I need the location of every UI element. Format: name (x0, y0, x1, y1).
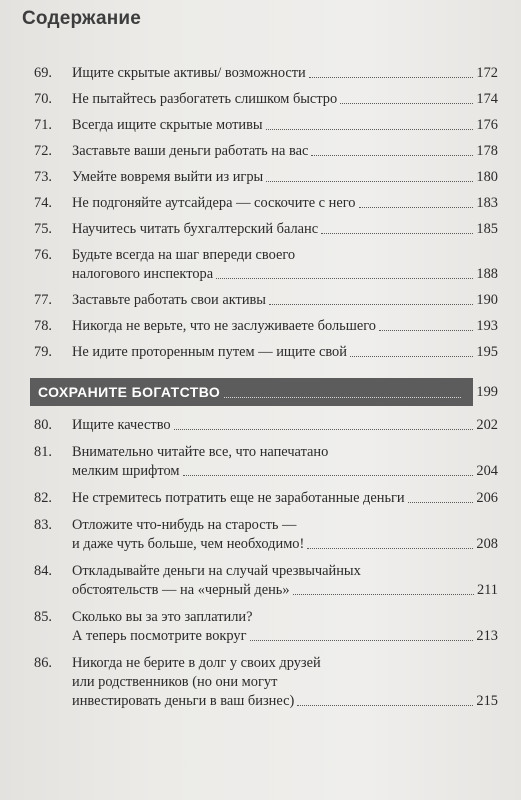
entry-title: Не идите проторенным путем — ищите свой (72, 344, 347, 360)
entry-last-line (72, 64, 498, 83)
entry-last-line (72, 220, 498, 239)
entry-title: Не стремитесь потратить еще не заработанные деньги (72, 490, 405, 506)
leader-dots (309, 77, 474, 78)
toc-entry[interactable] (34, 317, 498, 336)
entry-title: мелким шрифтом (72, 463, 180, 479)
entry-page-number: 202 (476, 417, 498, 433)
table-of-contents (34, 64, 498, 711)
entry-number: 69. (34, 65, 52, 81)
entry-page-number: 211 (476, 582, 498, 598)
entry-page-number: 183 (476, 195, 498, 211)
entry-title: Ищите качество (72, 417, 171, 433)
leader-dots (216, 278, 473, 279)
toc-entry[interactable] (34, 343, 498, 362)
entry-number: 76. (34, 247, 52, 263)
section-title: СОХРАНИТЕ БОГАТСТВО (38, 384, 221, 400)
entry-last-line (72, 416, 498, 435)
entry-title: Умейте вовремя выйти из игры (72, 169, 264, 185)
entry-last-line (72, 90, 498, 109)
toc-entry[interactable] (34, 489, 498, 508)
leader-dots (250, 640, 474, 641)
entry-title: и даже чуть больше, чем необходимо! (72, 536, 305, 552)
toc-entry[interactable] (34, 194, 498, 213)
leader-dots (269, 304, 473, 305)
toc-entry[interactable] (34, 443, 498, 481)
entry-page-number: 180 (476, 169, 498, 185)
toc-group-a (34, 64, 498, 362)
entry-page-number: 178 (476, 143, 498, 159)
entry-number: 71. (34, 117, 52, 133)
entry-number: 75. (34, 221, 52, 237)
leader-dots (174, 429, 474, 430)
toc-entry[interactable] (34, 142, 498, 161)
entry-page-number: 206 (476, 490, 498, 506)
entry-number: 85. (34, 609, 52, 625)
entry-number: 82. (34, 490, 52, 506)
entry-page-number: 176 (476, 117, 498, 133)
entry-title-line: Никогда не берите в долг у своих друзей (72, 655, 321, 671)
toc-entry[interactable] (34, 64, 498, 83)
entry-page-number: 213 (476, 628, 498, 644)
toc-entry[interactable] (34, 246, 498, 284)
entry-number: 80. (34, 417, 52, 433)
toc-entry[interactable] (34, 562, 498, 600)
section-bar (30, 378, 473, 406)
leader-dots (359, 207, 474, 208)
entry-title-line: Сколько вы за это заплатили? (72, 609, 253, 625)
entry-last-line (72, 194, 498, 213)
toc-entry[interactable] (34, 608, 498, 646)
section-page-number: 199 (476, 384, 498, 400)
entry-number: 72. (34, 143, 52, 159)
entry-number: 86. (34, 655, 52, 671)
toc-entry[interactable] (34, 516, 498, 554)
entry-last-line (72, 581, 498, 600)
entry-title: налогового инспектора (72, 266, 214, 282)
entry-title-line: Отложите что-нибудь на старость — (72, 517, 297, 533)
entry-last-line (72, 317, 498, 336)
entry-title: Заставьте работать свои активы (72, 292, 266, 308)
toc-entry[interactable] (34, 416, 498, 435)
entry-number: 78. (34, 318, 52, 334)
toc-entry[interactable] (34, 291, 498, 310)
entry-title: Всегда ищите скрытые мотивы (72, 117, 263, 133)
entry-number: 70. (34, 91, 52, 107)
entry-page-number: 215 (476, 693, 498, 709)
entry-title: Не пытайтесь разбогатеть слишком быстро (72, 91, 338, 107)
entry-last-line (72, 343, 498, 362)
section-heading[interactable] (30, 378, 498, 406)
entry-page-number: 188 (476, 266, 498, 282)
leader-dots (293, 594, 474, 595)
entry-last-line (72, 462, 498, 481)
leader-dots (266, 129, 474, 130)
toc-entry[interactable] (34, 90, 498, 109)
entry-last-line (72, 535, 498, 554)
entry-last-line (72, 291, 498, 310)
entry-number: 77. (34, 292, 52, 308)
toc-entry[interactable] (34, 220, 498, 239)
toc-entry[interactable] (34, 168, 498, 187)
toc-group-b (34, 416, 498, 711)
entry-page-number: 195 (476, 344, 498, 360)
leader-dots (307, 548, 473, 549)
entry-page-number: 204 (476, 463, 498, 479)
leader-dots (379, 330, 473, 331)
entry-number: 81. (34, 444, 52, 460)
entry-title-line: Внимательно читайте все, что напечатано (72, 444, 329, 460)
entry-number: 74. (34, 195, 52, 211)
entry-title-line: Откладывайте деньги на случай чрезвычайных (72, 563, 361, 579)
entry-title: Не подгоняйте аутсайдера — соскочите с него (72, 195, 356, 211)
leader-dots (340, 103, 473, 104)
entry-page-number: 174 (476, 91, 498, 107)
entry-title: А теперь посмотрите вокруг (72, 628, 247, 644)
toc-entry[interactable] (34, 654, 498, 711)
leader-dots (183, 475, 474, 476)
entry-page-number: 193 (476, 318, 498, 334)
entry-number: 79. (34, 344, 52, 360)
entry-title: Никогда не верьте, что не заслуживаете большего (72, 318, 376, 334)
leader-dots (297, 705, 473, 706)
toc-entry[interactable] (34, 116, 498, 135)
entry-title: инвестировать деньги в ваш бизнес) (72, 693, 295, 709)
leader-dots (350, 356, 473, 357)
leader-dots (408, 502, 474, 503)
entry-last-line (72, 265, 498, 284)
entry-last-line (72, 627, 498, 646)
entry-number: 73. (34, 169, 52, 185)
entry-last-line (72, 692, 498, 711)
page-title: Содержание (22, 8, 142, 29)
entry-page-number: 190 (476, 292, 498, 308)
entry-title: обстоятельств — на «черный день» (72, 582, 290, 598)
entry-title: Заставьте ваши деньги работать на вас (72, 143, 309, 159)
entry-last-line (72, 116, 498, 135)
entry-number: 84. (34, 563, 52, 579)
section-leader-dots (224, 397, 461, 398)
entry-title: Ищите скрытые активы/ возможности (72, 65, 306, 81)
entry-number: 83. (34, 517, 52, 533)
entry-page-number: 185 (476, 221, 498, 237)
entry-last-line (72, 142, 498, 161)
leader-dots (266, 181, 473, 182)
entry-page-number: 208 (476, 536, 498, 552)
entry-title-line: или родственников (но они могут (72, 674, 278, 690)
entry-page-number: 172 (476, 65, 498, 81)
entry-title: Научитесь читать бухгалтерский баланс (72, 221, 319, 237)
entry-title-line: Будьте всегда на шаг впереди своего (72, 247, 296, 263)
entry-last-line (72, 489, 498, 508)
leader-dots (321, 233, 473, 234)
entry-last-line (72, 168, 498, 187)
leader-dots (311, 155, 473, 156)
